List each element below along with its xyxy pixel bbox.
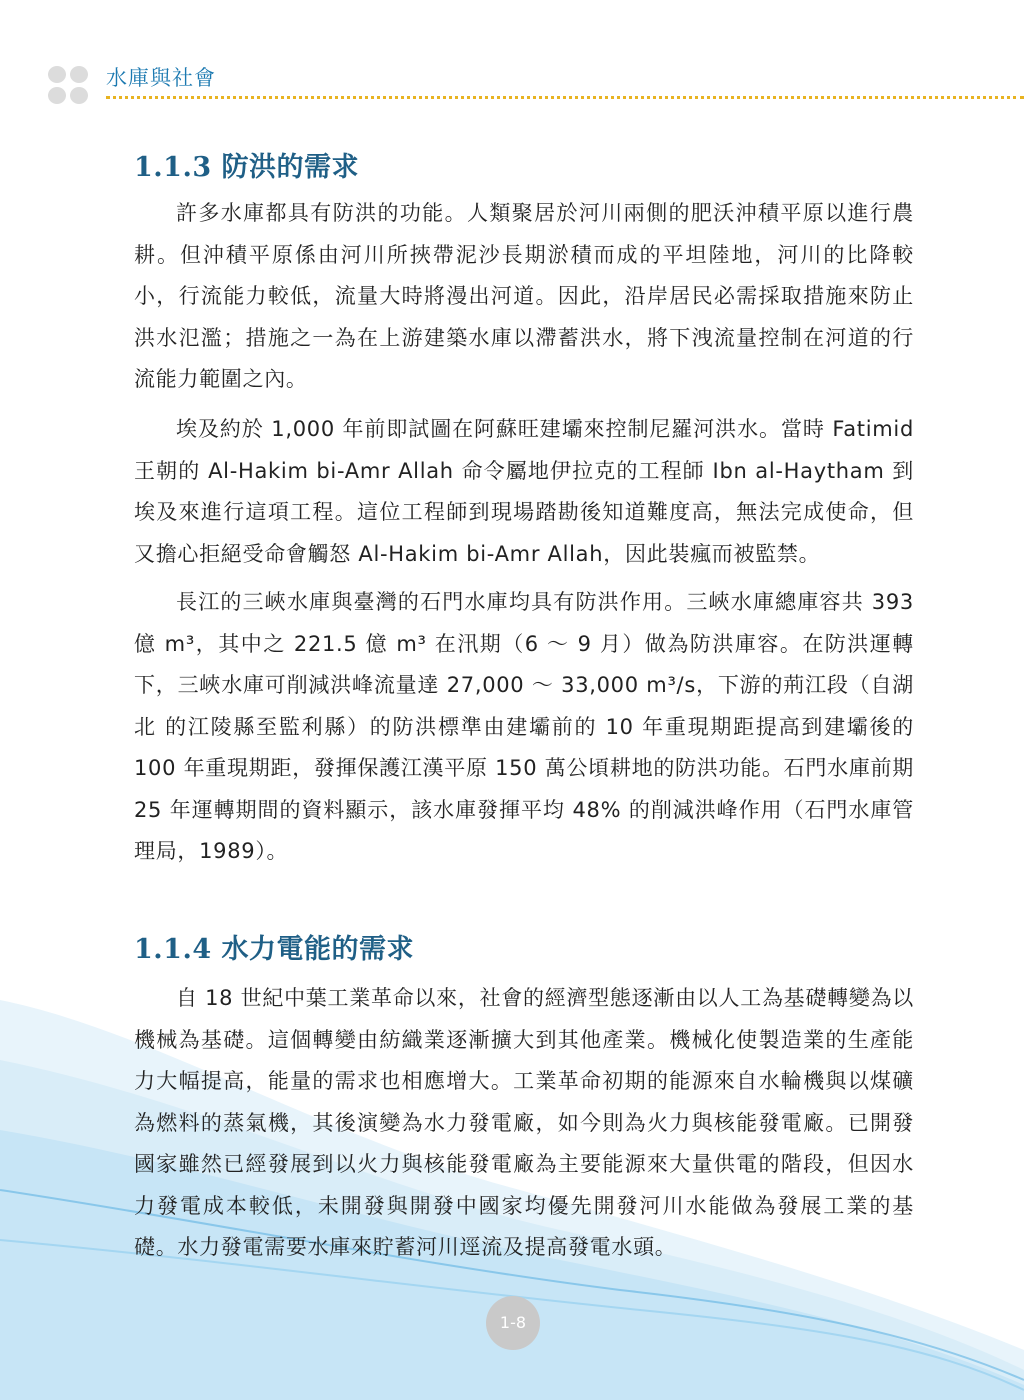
- header-dots-icon: [48, 66, 92, 106]
- section-heading-hydropower: 1.1.4 水力電能的需求: [134, 934, 415, 965]
- paragraph: 許多水庫都具有防洪的功能。人類聚居於河川兩側的肥沃沖積平原以進行農耕。但沖積平原係由河川所挾帶泥沙長期淤積而成的平坦陸地，河川的比降較小，行流能力較低，流量大時將漫出河道。因此，沿岸居民必需採取措施來防止洪水氾濫；措施之一為在上游建築水庫以滯蓄洪水，將下洩流量控制在河道的行流能力範圍之內。: [134, 201, 914, 391]
- paragraph: 長江的三峽水庫與臺灣的石門水庫均具有防洪作用。三峽水庫總庫容共 393 億 m³，其中之 221.5 億 m³ 在汛期（6 ～ 9 月）做為防洪庫容。在防洪運轉下，三峽水庫可削減洪峰流量達 27,000 ～ 33,000 m³/s，下游的荊江段（自湖北 的江陵縣至監利縣）的防洪標準由建壩前的 10 年重現期距提高到建壩後的 100 年重現期距，發揮保護江漢平原 150 萬公頃耕地的防洪功能。石門水庫前期 25 年運轉期間的資料顯示，該水庫發揮平均 48% 的削減洪峰作用（石門水庫管理局，1989）。: [134, 590, 914, 863]
- page-number: 1-8: [486, 1296, 540, 1350]
- paragraph: 自 18 世紀中葉工業革命以來，社會的經濟型態逐漸由以人工為基礎轉變為以機械為基礎。這個轉變由紡織業逐漸擴大到其他產業。機械化使製造業的生產能力大幅提高，能量的需求也相應增大。工業革命初期的能源來自水輪機與以煤礦為燃料的蒸氣機，其後演變為水力發電廠，如今則為火力與核能發電廠。已開發國家雖然已經發展到以火力與核能發電廠為主要能源來大量供電的階段，但因水力發電成本較低，未開發與開發中國家均優先開發河川水能做為發展工業的基礎。水力發電需要水庫來貯蓄河川逕流及提高發電水頭。: [134, 986, 914, 1259]
- header-rule: [106, 96, 1024, 99]
- header-title: 水庫與社會: [106, 66, 216, 90]
- section-heading-flood-control: 1.1.3 防洪的需求: [134, 152, 360, 183]
- paragraph: 埃及約於 1,000 年前即試圖在阿蘇旺建壩來控制尼羅河洪水。當時 Fatimid 王朝的 Al-Hakim bi-Amr Allah 命令屬地伊拉克的工程師 Ibn al-Haytham 到埃及來進行這項工程。這位工程師到現場踏勘後知道難度高，無法完成使命，但又擔心拒絕受命會觸怒 Al-Hakim bi-Amr Allah，因此裝瘋而被監禁。: [134, 417, 914, 566]
- running-header: [48, 60, 1024, 104]
